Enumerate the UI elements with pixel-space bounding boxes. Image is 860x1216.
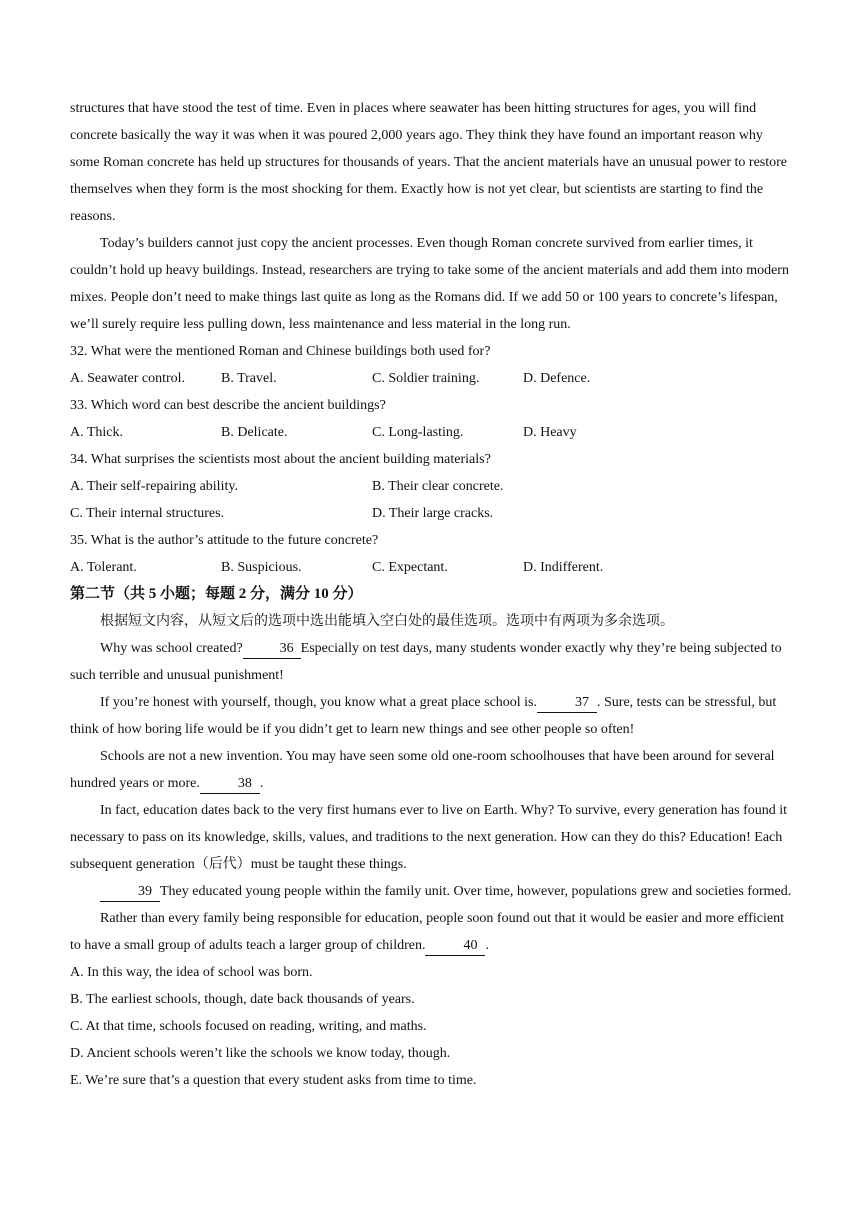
- question-options: [70, 500, 794, 527]
- option-c: C. Expectant.: [372, 560, 448, 575]
- passage-paragraph: In fact, education dates back to the very first humans ever to live on Earth. Why? To survive, every generation has found it necessary to pass on its knowledge, skills, values, and traditions to the next generation. How can they do this? Education! Each subsequent generation（后代）must be taught these things.: [70, 803, 788, 872]
- question-options: [70, 365, 794, 392]
- option-b: B. Delicate.: [221, 425, 288, 440]
- choice-item: D. Ancient schools weren’t like the schools we know today, though.: [70, 1046, 451, 1061]
- option-d: D. Heavy: [523, 425, 577, 440]
- text-segment: Schools are not a new invention. You may have seen some old one-room schoolhouses that have been around for several hundred years or more.: [70, 749, 775, 791]
- text-segment: .: [485, 938, 489, 953]
- text-segment: If you’re honest with yourself, though, you know what a great place school is.: [100, 695, 538, 710]
- blank-38[interactable]: 38: [200, 775, 260, 794]
- option-d: D. Defence.: [523, 371, 591, 386]
- choice-item: A. In this way, the idea of school was born.: [70, 965, 313, 980]
- text-segment: Rather than every family being responsible for education, people soon found out that it would be easier and more efficient to have a small group of adults teach a larger group of children.: [70, 911, 784, 953]
- text-segment: They educated young people within the family unit. Over time, however, populations grew and societies formed.: [160, 884, 792, 899]
- option-d: D. Indifferent.: [523, 560, 604, 575]
- exam-page: [70, 95, 794, 1094]
- option-b: B. Travel.: [221, 371, 277, 386]
- question-stem: 34. What surprises the scientists most about the ancient building materials?: [70, 452, 491, 467]
- option-a: A. Tolerant.: [70, 560, 137, 575]
- choice-item: E. We’re sure that’s a question that every student asks from time to time.: [70, 1073, 477, 1088]
- passage-paragraph: [70, 635, 794, 689]
- question-options: [70, 473, 794, 500]
- text-segment: Why was school created?: [100, 641, 243, 656]
- question-options: [70, 554, 794, 581]
- question-stem: 33. Which word can best describe the ancient buildings?: [70, 398, 386, 413]
- choice-item: B. The earliest schools, though, date back thousands of years.: [70, 992, 415, 1007]
- option-c: C. Long-lasting.: [372, 425, 464, 440]
- blank-37[interactable]: 37: [537, 694, 597, 713]
- question-options: [70, 419, 794, 446]
- option-d: D. Their large cracks.: [372, 506, 494, 521]
- passage-paragraph: [70, 743, 794, 797]
- option-b: B. Suspicious.: [221, 560, 302, 575]
- section-heading: 第二节（共 5 小题；每题 2 分，满分 10 分）: [70, 586, 363, 602]
- option-b: B. Their clear concrete.: [372, 479, 504, 494]
- passage-paragraph: [70, 878, 794, 905]
- text-segment: .: [259, 776, 264, 791]
- choice-item: C. At that time, schools focused on reading, writing, and maths.: [70, 1019, 427, 1034]
- section-instruction: 根据短文内容，从短文后的选项中选出能填入空白处的最佳选项。选项中有两项为多余选项。: [100, 614, 674, 629]
- passage-paragraph: structures that have stood the test of time. Even in places where seawater has been hitting structures for ages, you will find concrete basically the way it was when it was poured 2,000 years ago. They think they have found an important reason why some Roman concrete has held up structures for thousands of years. That the ancient materials have an unusual power to restore themselves when they form is the most shocking for them. Exactly how is not yet clear, but scientists are starting to find the reasons.: [70, 101, 788, 224]
- question-stem: 32. What were the mentioned Roman and Chinese buildings both used for?: [70, 344, 491, 359]
- blank-39[interactable]: 39: [100, 883, 160, 902]
- text-segment: . Sure, tests can be stressful, but think of how boring life would be if you didn’t get to learn new things and see other people so often!: [70, 695, 777, 737]
- passage-paragraph: [70, 689, 794, 743]
- option-a: A. Their self-repairing ability.: [70, 479, 238, 494]
- option-a: A. Seawater control.: [70, 371, 186, 386]
- option-c: C. Their internal structures.: [70, 506, 225, 521]
- option-a: A. Thick.: [70, 425, 124, 440]
- passage-paragraph: [70, 905, 794, 959]
- question-stem: 35. What is the author’s attitude to the future concrete?: [70, 533, 379, 548]
- option-c: C. Soldier training.: [372, 371, 480, 386]
- blank-36[interactable]: 36: [243, 640, 301, 659]
- passage-paragraph: Today’s builders cannot just copy the ancient processes. Even though Roman concrete survived from earlier times, it couldn’t hold up heavy buildings. Instead, researchers are trying to take some of the ancient materials and add them into modern mixes. People don’t need to make things last quite as long as the Romans did. If we add 50 or 100 years to concrete’s lifespan, we’ll surely require less pulling down, less maintenance and less material in the long run.: [70, 236, 789, 332]
- blank-40[interactable]: 40: [425, 937, 485, 956]
- text-segment: Especially on test days, many students wonder exactly why they’re being subjected to such terrible and unusual punishment!: [70, 641, 782, 683]
